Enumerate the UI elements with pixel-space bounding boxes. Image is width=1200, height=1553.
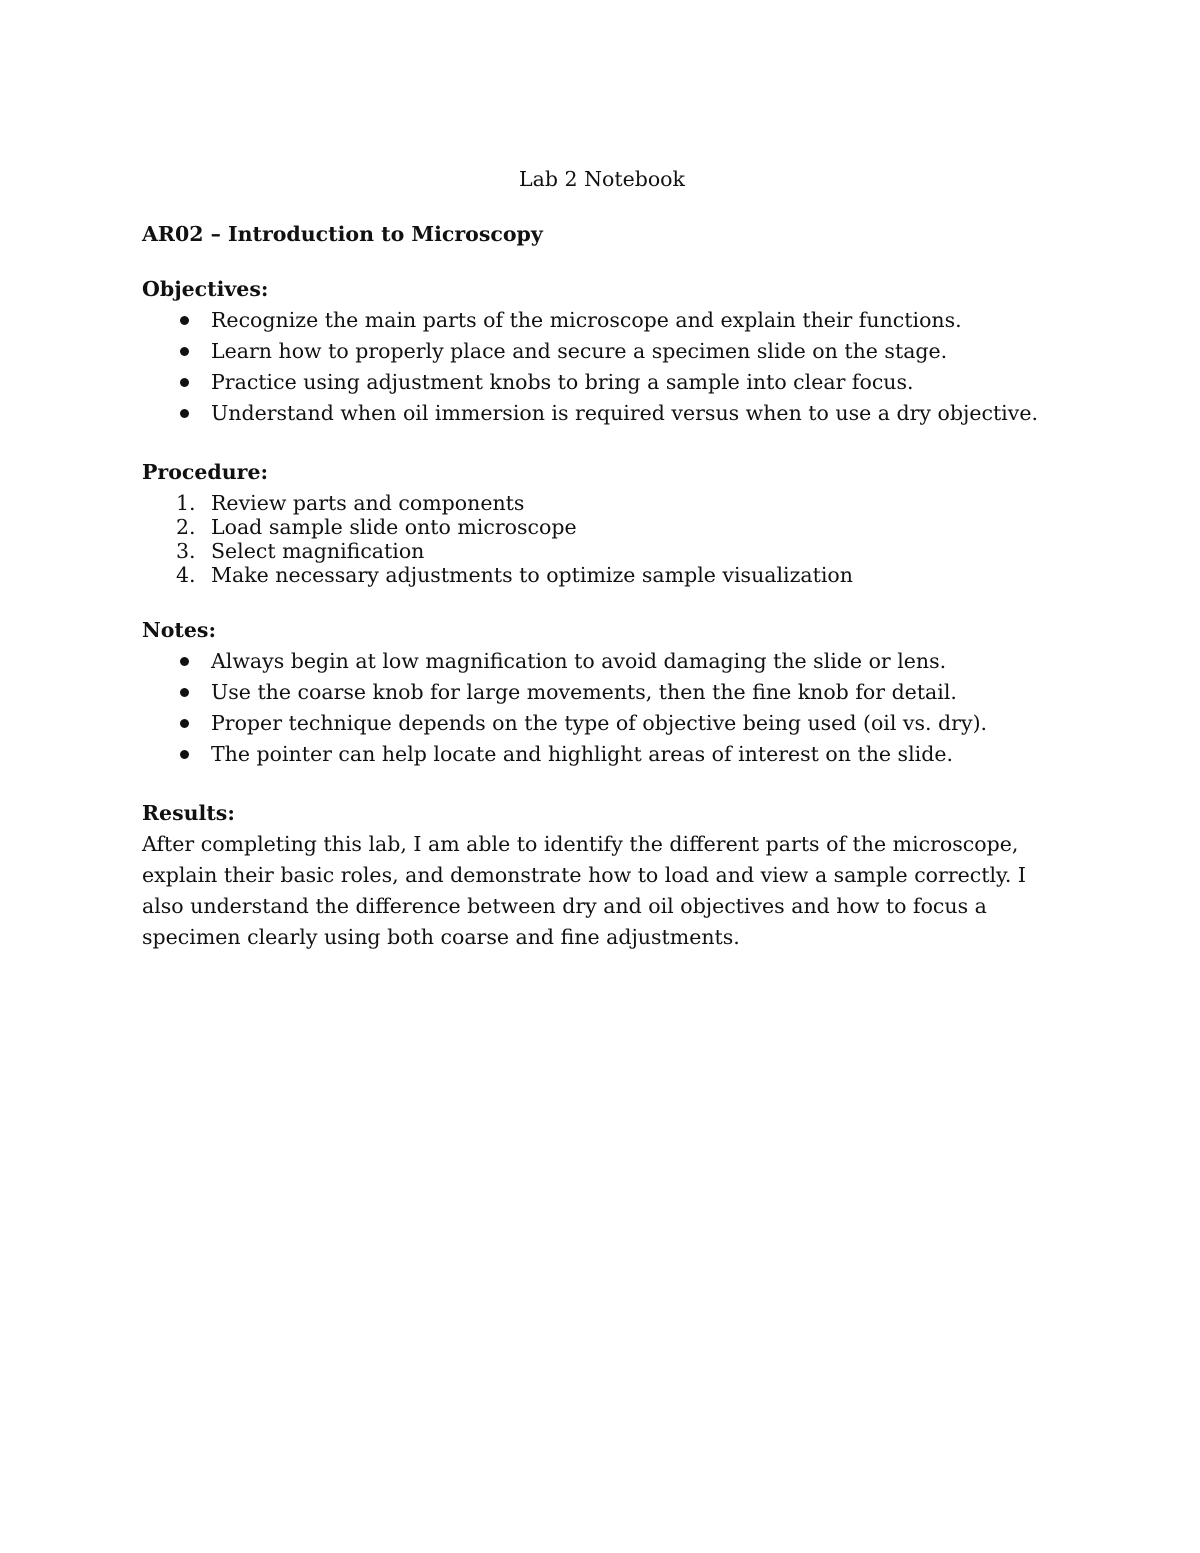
list-item	[142, 491, 1062, 515]
list-item	[142, 677, 1062, 708]
list-item-text: Practice using adjustment knobs to bring a sample into clear focus.	[211, 370, 914, 394]
procedure-heading: Procedure:	[142, 460, 269, 484]
results-heading: Results:	[142, 801, 235, 825]
list-item-text: Use the coarse knob for large movements, then the fine knob for detail.	[211, 680, 957, 704]
bullet-icon	[180, 750, 189, 759]
objectives-list	[142, 305, 1062, 429]
results-paragraph: After completing this lab, I am able to identify the different parts of the microscope, explain their basic roles, and demonstrate how to load and view a sample correctly. I also understand the difference between dry and oil objectives and how to focus a specimen clearly using both coarse and fine adjustments.	[142, 832, 1027, 949]
list-item	[142, 708, 1062, 739]
step-text: Make necessary adjustments to optimize sample visualization	[211, 563, 853, 587]
list-item	[142, 398, 1062, 429]
list-item-text: Proper technique depends on the type of objective being used (oil vs. dry).	[211, 711, 988, 735]
list-item	[142, 367, 1062, 398]
notes-list	[142, 646, 1062, 770]
list-item	[142, 646, 1062, 677]
document-title: Lab 2 Notebook	[519, 167, 685, 191]
list-item-text: Always begin at low magnification to avoid damaging the slide or lens.	[211, 649, 947, 673]
list-item	[142, 739, 1062, 770]
list-item	[142, 515, 1062, 539]
step-number: 4.	[176, 563, 196, 587]
list-item-text: Understand when oil immersion is required versus when to use a dry objective.	[211, 401, 1038, 425]
list-item	[142, 336, 1062, 367]
list-item-text: Learn how to properly place and secure a specimen slide on the stage.	[211, 339, 948, 363]
step-number: 3.	[176, 539, 196, 563]
step-number: 1.	[176, 491, 196, 515]
bullet-icon	[180, 378, 189, 387]
procedure-list	[142, 488, 1062, 587]
bullet-icon	[180, 719, 189, 728]
step-text: Load sample slide onto microscope	[211, 515, 577, 539]
bullet-icon	[180, 347, 189, 356]
step-text: Select magnification	[211, 539, 425, 563]
step-text: Review parts and components	[211, 491, 525, 515]
list-item	[142, 563, 1062, 587]
bullet-icon	[180, 409, 189, 418]
document-subtitle: AR02 – Introduction to Microscopy	[142, 222, 543, 246]
notes-heading: Notes:	[142, 618, 217, 642]
list-item	[142, 539, 1062, 563]
bullet-icon	[180, 688, 189, 697]
list-item-text: Recognize the main parts of the microscope and explain their functions.	[211, 308, 962, 332]
list-item	[142, 305, 1062, 336]
bullet-icon	[180, 657, 189, 666]
step-number: 2.	[176, 515, 196, 539]
list-item-text: The pointer can help locate and highlight areas of interest on the slide.	[211, 742, 953, 766]
bullet-icon	[180, 316, 189, 325]
document-page	[142, 164, 1062, 953]
objectives-heading: Objectives:	[142, 277, 269, 301]
